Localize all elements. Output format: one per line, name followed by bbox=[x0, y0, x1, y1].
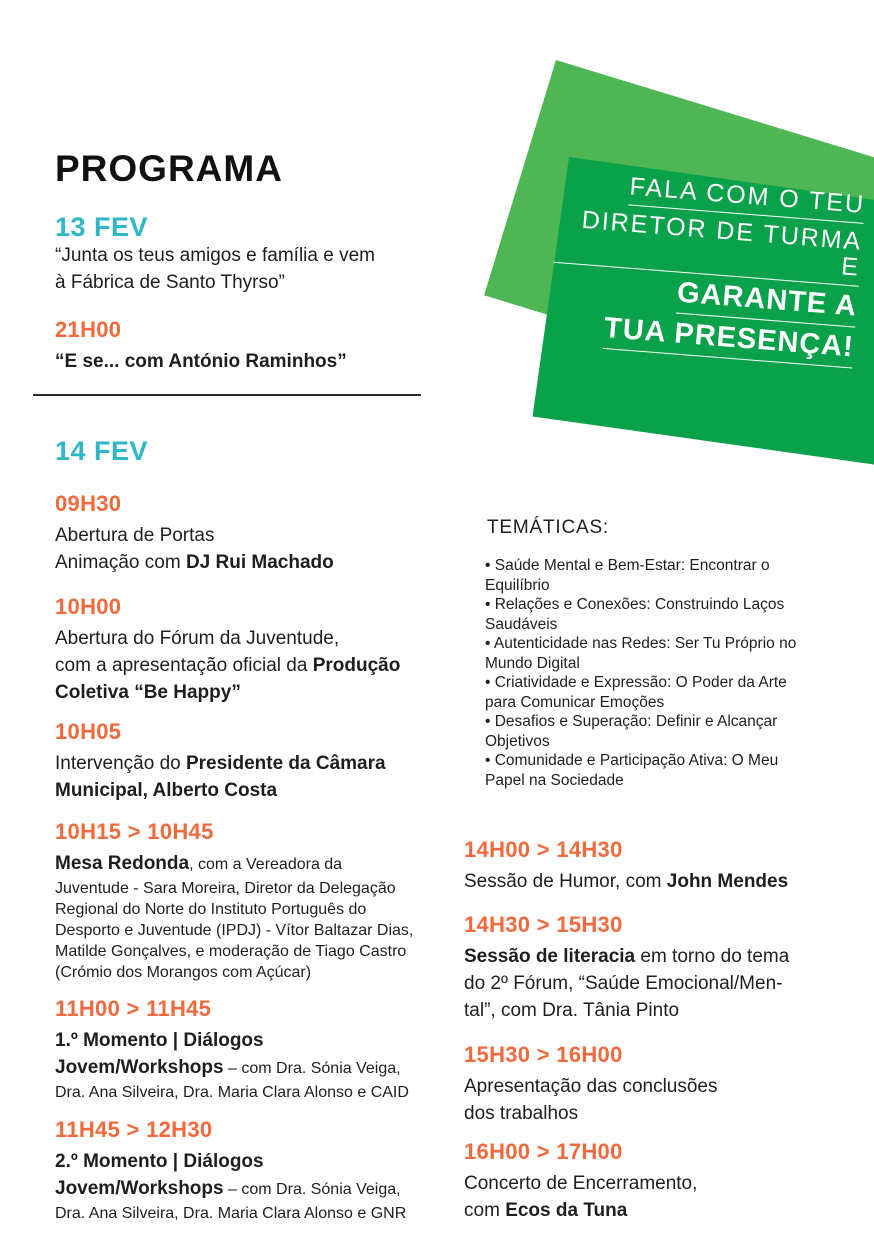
day-label-13fev: 13 FEV bbox=[55, 212, 149, 242]
event-highlight: Produção bbox=[312, 655, 401, 677]
event-text: , com a Vereadora da bbox=[189, 856, 343, 874]
event-highlight: John Mendes bbox=[666, 871, 789, 893]
day13-quote-line1: “Junta os teus amigos e família e vem bbox=[55, 245, 375, 266]
tematicas-item: • Saúde Mental e Bem-Estar: Encontrar o Equilíbrio bbox=[485, 557, 770, 594]
event-line bbox=[464, 868, 788, 895]
event-time: 14H00 > 14H30 bbox=[464, 837, 623, 862]
day13-intro bbox=[55, 242, 375, 296]
banner-line-3: GARANTE A bbox=[676, 278, 859, 328]
event-21h00 bbox=[55, 318, 347, 375]
tematicas-item: • Criatividade e Expressão: O Poder da Arte para Comunicar Emoções bbox=[485, 674, 787, 711]
event-11h00-11h45 bbox=[55, 997, 409, 1103]
event-line bbox=[55, 1175, 406, 1203]
banner-line-2: DIRETOR DE TURMA E bbox=[553, 205, 863, 287]
event-11h45-12h30 bbox=[55, 1118, 406, 1224]
event-line bbox=[55, 850, 413, 878]
event-highlight: DJ Rui Machado bbox=[185, 552, 334, 574]
event-16h00-17h00 bbox=[464, 1140, 697, 1224]
tematicas-list bbox=[485, 556, 815, 790]
event-time: 10H00 bbox=[55, 594, 122, 619]
event-14h00-14h30 bbox=[464, 838, 788, 895]
event-line bbox=[464, 943, 789, 970]
event-text: – com Dra. Sónia Veiga, bbox=[223, 1060, 401, 1078]
event-line: Apresentação das conclusões bbox=[464, 1076, 718, 1098]
event-highlight: Jovem/Workshops bbox=[55, 1178, 224, 1200]
day-label-14fev: 14 FEV bbox=[55, 436, 149, 466]
event-line: Abertura do Fórum da Juventude, bbox=[55, 628, 340, 650]
event-time: 09H30 bbox=[55, 491, 122, 516]
event-14h30-15h30 bbox=[464, 913, 789, 1024]
event-10h15-10h45 bbox=[55, 820, 413, 983]
event-highlight: Mesa Redonda bbox=[55, 853, 190, 875]
event-time: 15H30 > 16H00 bbox=[464, 1042, 623, 1067]
event-detail: Juventude - Sara Moreira, Diretor da Delegação bbox=[55, 880, 396, 898]
event-title: “E se... com António Raminhos” bbox=[55, 351, 347, 373]
event-line bbox=[55, 1054, 409, 1082]
event-line: 2.º Momento | Diálogos bbox=[55, 1151, 264, 1173]
event-time: 16H00 > 17H00 bbox=[464, 1139, 623, 1164]
event-highlight: Presidente da Câmara bbox=[185, 753, 386, 775]
section-divider bbox=[33, 394, 421, 396]
event-line bbox=[464, 1197, 697, 1224]
page-title: PROGRAMA bbox=[55, 148, 283, 189]
event-line: do 2º Fórum, “Saúde Emocional/Men- bbox=[464, 973, 783, 995]
event-15h30-16h00 bbox=[464, 1043, 718, 1127]
tematicas-title: TEMÁTICAS: bbox=[487, 517, 610, 538]
event-detail: Matilde Gonçalves, e moderação de Tiago Castro bbox=[55, 943, 407, 961]
event-10h05 bbox=[55, 720, 386, 804]
event-line bbox=[55, 750, 386, 777]
banner-line-1: FALA COM O TEU bbox=[628, 173, 866, 223]
event-time: 10H05 bbox=[55, 719, 122, 744]
event-text: – com Dra. Sónia Veiga, bbox=[223, 1181, 401, 1199]
event-line bbox=[55, 549, 334, 576]
event-line bbox=[55, 652, 400, 679]
event-text: com bbox=[464, 1200, 506, 1222]
event-line: Abertura de Portas bbox=[55, 525, 215, 547]
event-line: tal”, com Dra. Tânia Pinto bbox=[464, 1000, 680, 1022]
event-detail: Desporto e Juventude (IPDJ) - Vítor Baltazar Dias, bbox=[55, 922, 414, 940]
event-line: 1.º Momento | Diálogos bbox=[55, 1030, 264, 1052]
tematicas-item: • Comunidade e Participação Ativa: O Meu Papel na Sociedade bbox=[485, 752, 779, 789]
tematicas-item: • Desafios e Superação: Definir e Alcançar Objetivos bbox=[485, 713, 778, 750]
event-text: Sessão de Humor, com bbox=[464, 871, 667, 893]
tematicas-item: • Relações e Conexões: Construindo Laços Saudáveis bbox=[485, 596, 785, 633]
event-text: Animação com bbox=[55, 552, 186, 574]
event-line: dos trabalhos bbox=[464, 1103, 579, 1125]
event-time: 10H15 > 10H45 bbox=[55, 819, 214, 844]
event-time: 11H45 > 12H30 bbox=[55, 1117, 213, 1142]
event-line: Coletiva “Be Happy” bbox=[55, 682, 241, 704]
event-text: Intervenção do bbox=[55, 753, 186, 775]
tematicas-item: • Autenticidade nas Redes: Ser Tu Próprio no Mundo Digital bbox=[485, 635, 797, 672]
event-time: 11H00 > 11H45 bbox=[55, 996, 212, 1021]
event-time: 21H00 bbox=[55, 317, 122, 342]
banner-message bbox=[547, 168, 866, 374]
event-line: Municipal, Alberto Costa bbox=[55, 780, 278, 802]
event-highlight: Jovem/Workshops bbox=[55, 1057, 224, 1079]
event-09h30 bbox=[55, 492, 334, 576]
event-detail: (Crómio dos Morangos com Açúcar) bbox=[55, 964, 312, 982]
event-time: 14H30 > 15H30 bbox=[464, 912, 623, 937]
event-line: Concerto de Encerramento, bbox=[464, 1173, 698, 1195]
event-10h00 bbox=[55, 595, 400, 706]
event-highlight: Ecos da Tuna bbox=[505, 1200, 628, 1222]
event-detail: Dra. Ana Silveira, Dra. Maria Clara Alonso e CAID bbox=[55, 1084, 409, 1102]
event-text: com a apresentação oficial da bbox=[55, 655, 313, 677]
event-highlight: Sessão de literacia bbox=[464, 946, 636, 968]
event-detail: Regional do Norte do Instituto Português do bbox=[55, 901, 367, 919]
day13-quote-line2: à Fábrica de Santo Thyrso” bbox=[55, 272, 285, 293]
event-text: em torno do tema bbox=[635, 946, 790, 968]
event-detail: Dra. Ana Silveira, Dra. Maria Clara Alonso e GNR bbox=[55, 1205, 407, 1223]
banner-line-4: TUA PRESENÇA! bbox=[602, 313, 854, 369]
